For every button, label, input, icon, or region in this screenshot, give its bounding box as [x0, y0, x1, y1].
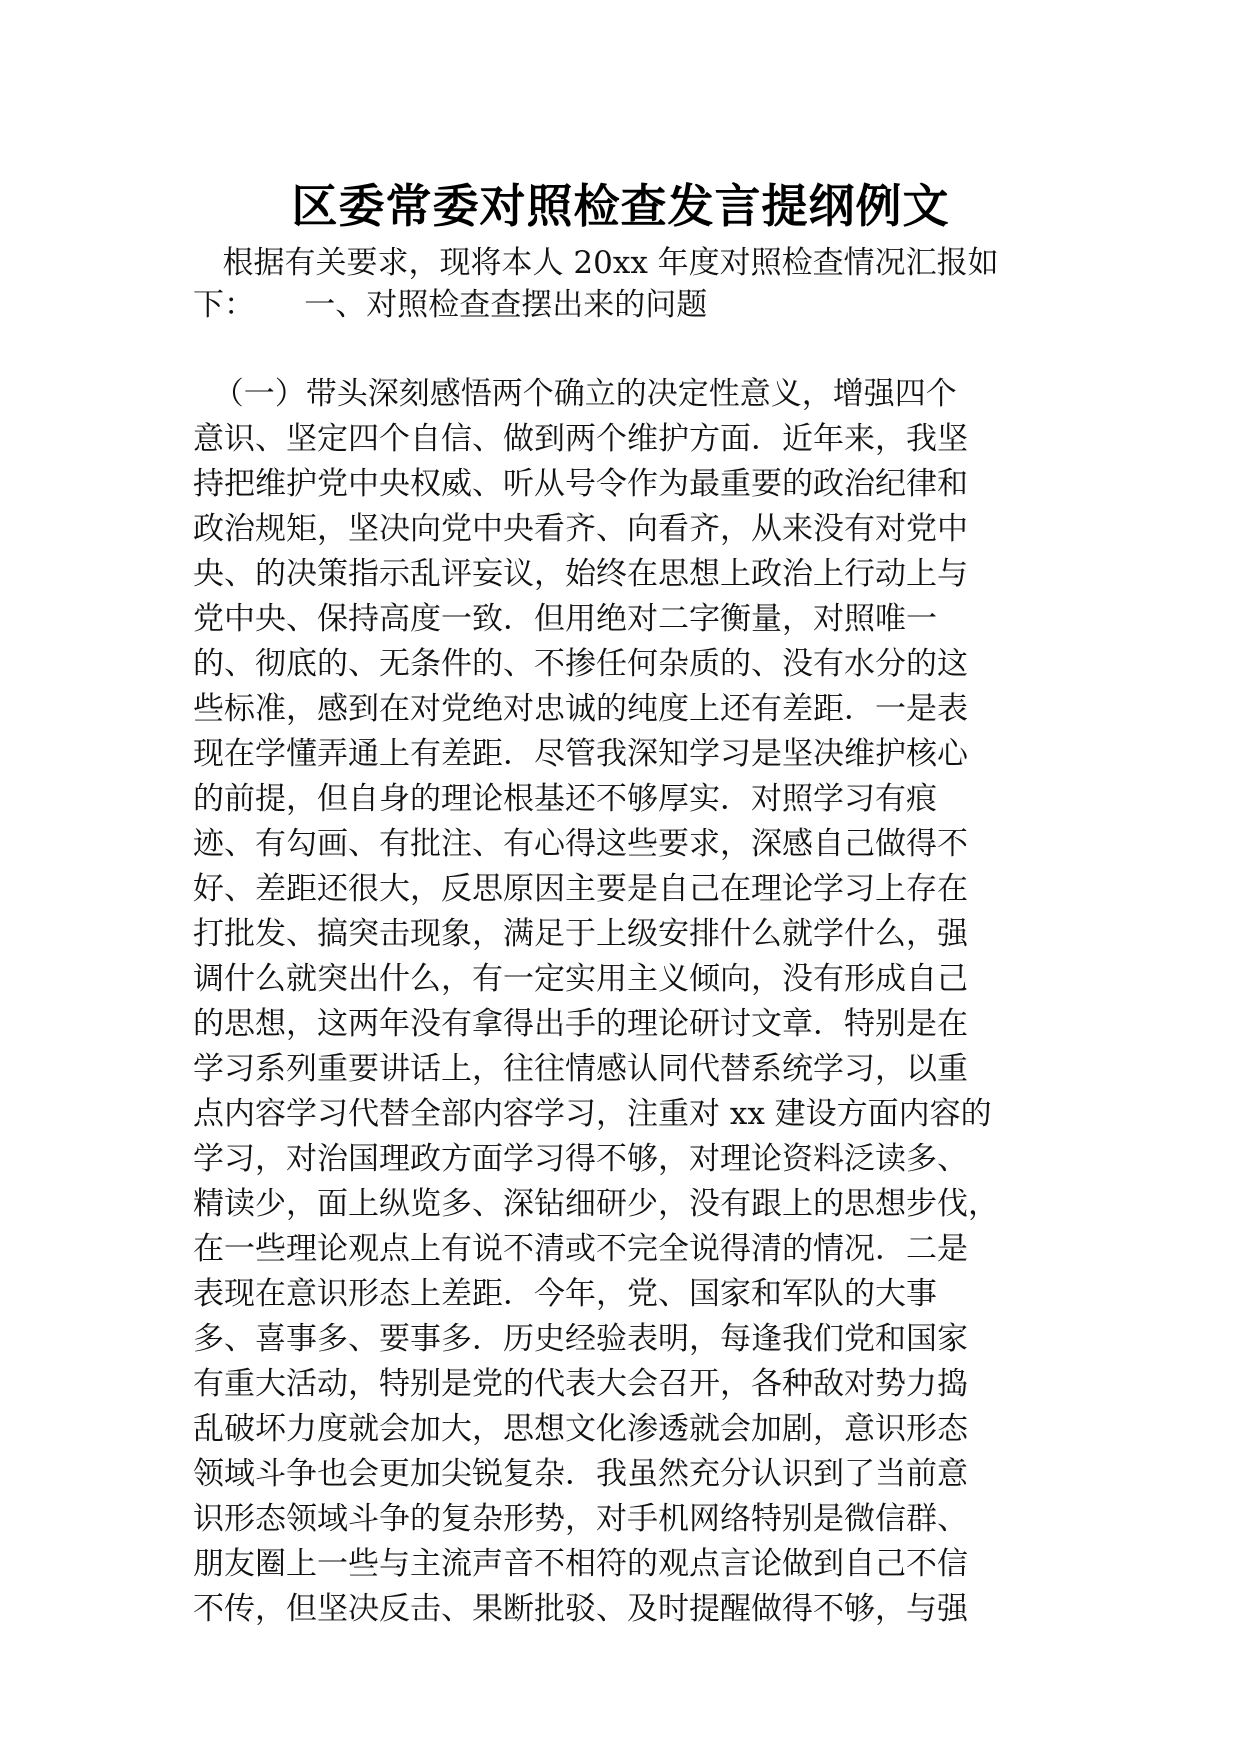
body-line: 的思想，这两年没有拿得出手的理论研讨文章．特别是在: [193, 1006, 968, 1042]
body-line: 在一些理论观点上有说不清或不完全说得清的情况．二是: [193, 1231, 968, 1267]
body-line: 现在学懂弄通上有差距．尽管我深知学习是坚决维护核心: [193, 736, 968, 772]
body-line: 学习，对治国理政方面学习得不够，对理论资料泛读多、: [193, 1141, 968, 1177]
body-line: 的、彻底的、无条件的、不掺任何杂质的、没有水分的这: [193, 646, 968, 682]
body-line: 的前提，但自身的理论根基还不够厚实．对照学习有痕: [193, 781, 937, 817]
body-line: 打批发、搞突击现象，满足于上级安排什么就学什么，强: [193, 916, 968, 952]
intro-paragraph: [193, 242, 1033, 326]
intro-line: 根据有关要求，现将本人 20xx 年度对照检查情况汇报如: [193, 245, 999, 281]
body-line: 多、喜事多、要事多．历史经验表明，每逢我们党和国家: [193, 1321, 968, 1357]
body-line: 央、的决策指示乱评妄议，始终在思想上政治上行动上与: [193, 556, 968, 592]
body-line: 迹、有勾画、有批注、有心得这些要求，深感自己做得不: [193, 826, 968, 862]
body-line: 识形态领域斗争的复杂形势，对手机网络特别是微信群、: [193, 1501, 968, 1537]
body-line: 朋友圈上一些与主流声音不相符的观点言论做到自己不信: [193, 1546, 968, 1582]
body-paragraph: [193, 372, 1033, 1632]
body-line: 表现在意识形态上差距．今年，党、国家和军队的大事: [193, 1276, 937, 1312]
body-line: 党中央、保持高度一致．但用绝对二字衡量，对照唯一: [193, 601, 937, 637]
body-line: 调什么就突出什么，有一定实用主义倾向，没有形成自己: [193, 961, 968, 997]
body-line: 乱破坏力度就会加大，思想文化渗透就会加剧，意识形态: [193, 1411, 968, 1447]
body-line: 学习系列重要讲话上，往往情感认同代替系统学习，以重: [193, 1051, 968, 1087]
document-title: 区委常委对照检查发言提纲例文: [291, 179, 950, 233]
body-line: 精读少，面上纵览多、深钻细研少，没有跟上的思想步伐，: [193, 1186, 999, 1222]
body-line: 持把维护党中央权威、听从号令作为最重要的政治纪律和: [193, 466, 968, 502]
body-line: 些标准，感到在对党绝对忠诚的纯度上还有差距．一是表: [193, 691, 968, 727]
body-line: 不传，但坚决反击、果断批驳、及时提醒做得不够，与强: [193, 1591, 968, 1627]
body-line: 意识、坚定四个自信、做到两个维护方面．近年来，我坚: [193, 421, 968, 457]
body-line: 有重大活动，特别是党的代表大会召开，各种敌对势力捣: [193, 1366, 968, 1402]
body-line: 领域斗争也会更加尖锐复杂．我虽然充分认识到了当前意: [193, 1456, 968, 1492]
body-line: 好、差距还很大，反思原因主要是自己在理论学习上存在: [193, 871, 968, 907]
body-line: 政治规矩，坚决向党中央看齐、向看齐，从来没有对党中: [193, 511, 968, 547]
body-line: 点内容学习代替全部内容学习，注重对 xx 建设方面内容的: [193, 1096, 992, 1132]
intro-line: 下： 一、对照检查查摆出来的问题: [193, 287, 708, 323]
body-line: （一）带头深刻感悟两个确立的决定性意义，增强四个: [193, 376, 957, 412]
